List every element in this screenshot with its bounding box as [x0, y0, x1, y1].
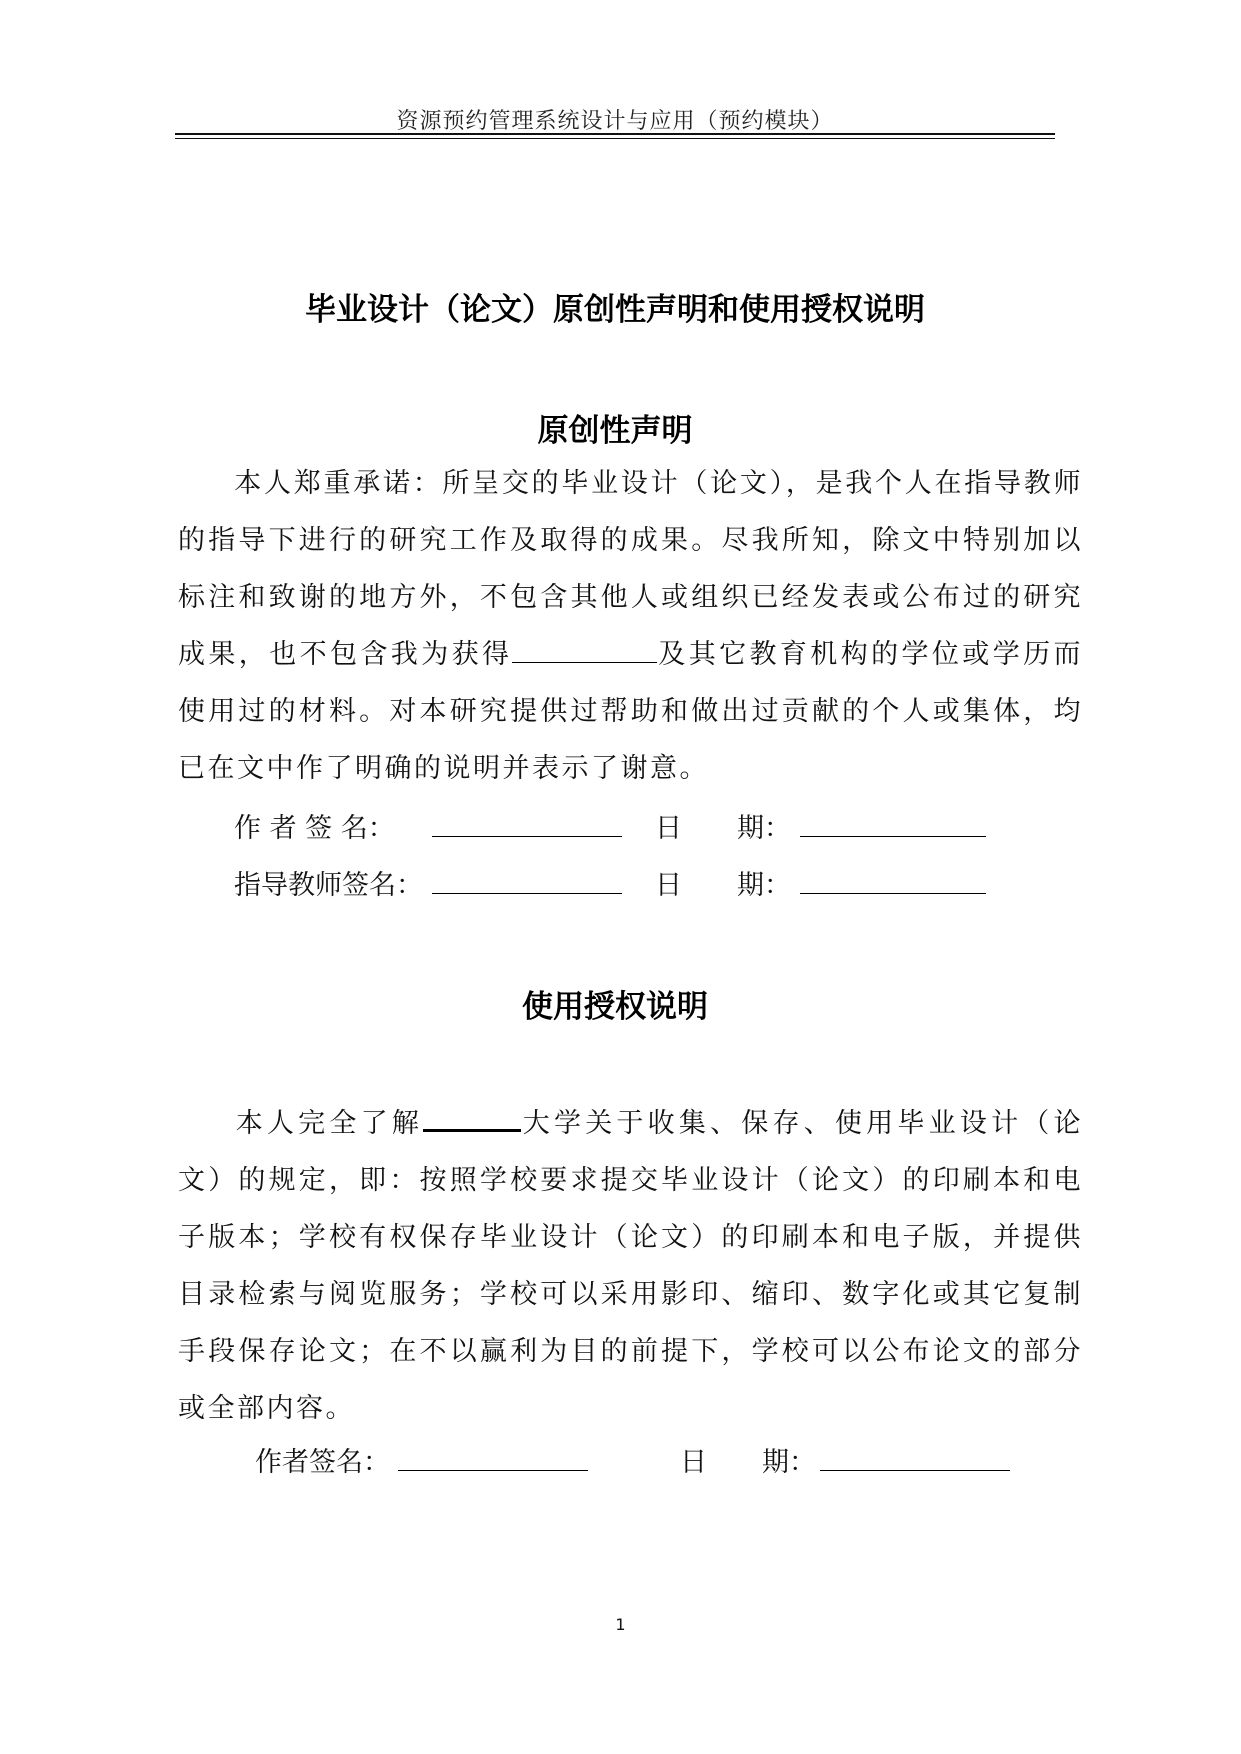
originality-text-part1: 本人郑重承诺：所呈交的毕业设计（论文），是我个人在指导教师的指导下进行的研究工作及取得的成果。尽我所知，除文中特别加以标注和致谢的地方外，不包含其他人或组织已经发表或公布过的研究成果，也不包含我为获得: [178, 468, 1083, 670]
header-rule-thin: [175, 138, 1055, 139]
authorization-text-part2: 大学关于收集、保存、使用毕业设计（论文）的规定，即：按照学校要求提交毕业设计（论文）的印刷本和电子版本；学校有权保存毕业设计（论文）的印刷本和电子版，并提供目录检索与阅览服务；学校可以采用影印、缩印、数字化或其它复制手段保存论文；在不以赢利为目的前提下，学校可以公布论文的部分或全部内容。: [178, 1108, 1084, 1424]
final-date-label-char2: 期：: [762, 1447, 816, 1478]
date-label-char2: 期：: [737, 813, 791, 844]
author-date-line: [800, 836, 986, 837]
originality-text-part2: 及其它教育机构的学位或学历而使用过的材料。对本研究提供过帮助和做出过贡献的个人或集体，均已在文中作了明确的说明并表示了谢意。: [178, 639, 1084, 784]
advisor-signature-line: [432, 893, 622, 894]
authorization-paragraph: [178, 1095, 1083, 1437]
running-header: 资源预约管理系统设计与应用（预约模块）: [396, 109, 834, 134]
date-label-char1: 日: [655, 813, 682, 844]
final-date-line: [820, 1470, 1010, 1471]
originality-heading: 原创性声明: [537, 413, 693, 449]
advisor-date-line: [800, 893, 986, 894]
authorization-heading: 使用授权说明: [522, 989, 708, 1025]
page-number: 1: [615, 1615, 626, 1634]
author-signature-label: 作 者 签 名：: [234, 813, 395, 844]
originality-paragraph: [178, 455, 1083, 797]
author-signature-line: [432, 836, 622, 837]
advisor-date-label-char2: 期：: [737, 870, 791, 901]
degree-blank: [512, 638, 657, 663]
final-author-signature-line: [398, 1470, 588, 1471]
page-title: 毕业设计（论文）原创性声明和使用授权说明: [305, 292, 925, 328]
header-rule-thick: [175, 133, 1055, 135]
university-blank: [423, 1105, 521, 1132]
final-author-signature-label: 作者签名：: [255, 1447, 390, 1478]
advisor-date-label-char1: 日: [655, 870, 682, 901]
authorization-text-part1: 本人完全了解: [234, 1108, 424, 1139]
advisor-signature-label: 指导教师签名：: [234, 870, 423, 901]
final-date-label-char1: 日: [680, 1447, 707, 1478]
